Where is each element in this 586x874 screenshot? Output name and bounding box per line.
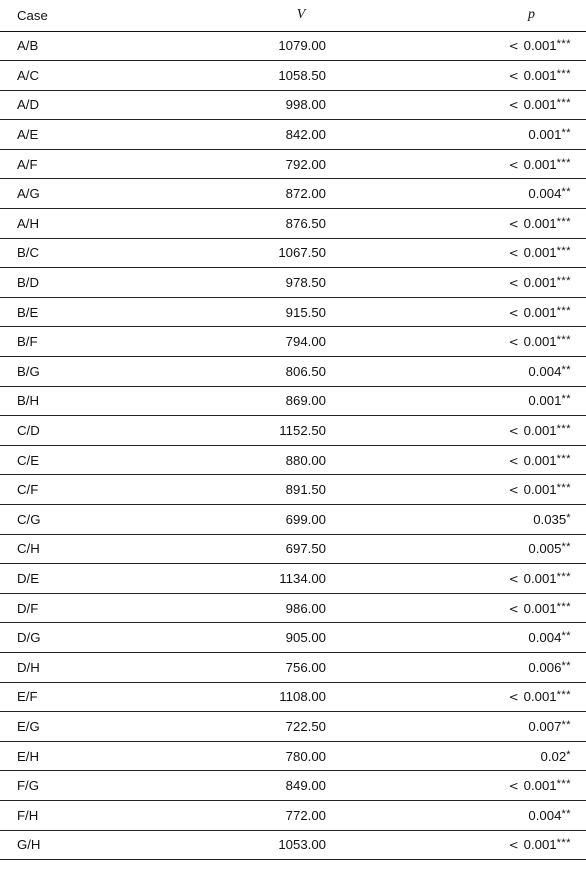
cell-case: E/F xyxy=(0,682,176,712)
p-value: 0.005 xyxy=(528,541,562,557)
table-row xyxy=(0,238,586,268)
less-than-sign: < xyxy=(508,216,519,231)
cell-case: B/H xyxy=(0,386,176,416)
significance-stars: *** xyxy=(556,452,571,465)
significance-stars: *** xyxy=(556,215,571,228)
less-than-sign: < xyxy=(508,601,519,616)
p-value: 0.001 xyxy=(523,304,557,320)
cell-case: C/H xyxy=(0,534,176,564)
cell-case: D/G xyxy=(0,623,176,653)
p-value: 0.001 xyxy=(523,215,557,231)
cell-case: F/G xyxy=(0,771,176,801)
significance-stars: *** xyxy=(556,778,571,791)
cell-case: C/D xyxy=(0,416,176,446)
cell-v: 772.00 xyxy=(176,800,366,830)
cell-v: 1053.00 xyxy=(176,830,366,860)
table-row xyxy=(0,534,586,564)
cell-p xyxy=(366,61,586,91)
significance-stars: ** xyxy=(561,630,571,643)
significance-stars: ** xyxy=(561,127,571,140)
cell-case: E/H xyxy=(0,741,176,771)
cell-case: B/F xyxy=(0,327,176,357)
p-value: 0.001 xyxy=(523,275,557,291)
cell-p xyxy=(366,416,586,446)
cell-v: 891.50 xyxy=(176,475,366,505)
p-value: 0.001 xyxy=(523,156,557,172)
significance-stars: ** xyxy=(561,541,571,554)
cell-v: 849.00 xyxy=(176,771,366,801)
cell-v: 806.50 xyxy=(176,357,366,387)
cell-v: 876.50 xyxy=(176,209,366,239)
p-value: 0.004 xyxy=(528,807,562,823)
cell-case: B/G xyxy=(0,357,176,387)
less-than-sign: < xyxy=(508,690,519,705)
p-value: 0.001 xyxy=(528,393,562,409)
cell-case: D/F xyxy=(0,593,176,623)
p-value: 0.001 xyxy=(523,837,557,853)
p-value: 0.004 xyxy=(528,630,562,646)
cell-v: 998.00 xyxy=(176,90,366,120)
p-value: 0.001 xyxy=(528,127,562,143)
significance-stars: *** xyxy=(556,156,571,169)
cell-p xyxy=(366,297,586,327)
cell-p xyxy=(366,327,586,357)
cell-v: 905.00 xyxy=(176,623,366,653)
significance-stars: ** xyxy=(561,807,571,820)
table-row xyxy=(0,209,586,239)
header-v: V xyxy=(176,0,366,31)
cell-case: A/G xyxy=(0,179,176,209)
table-row xyxy=(0,475,586,505)
significance-stars: *** xyxy=(556,67,571,80)
p-value: 0.001 xyxy=(523,570,557,586)
table-row xyxy=(0,445,586,475)
cell-p xyxy=(366,268,586,298)
cell-case: A/B xyxy=(0,31,176,61)
cell-p xyxy=(366,741,586,771)
table-row xyxy=(0,564,586,594)
significance-stars: * xyxy=(566,511,571,524)
cell-p xyxy=(366,564,586,594)
less-than-sign: < xyxy=(508,424,519,439)
table-row xyxy=(0,268,586,298)
cell-p xyxy=(366,505,586,535)
significance-stars: ** xyxy=(561,718,571,731)
cell-v: 1152.50 xyxy=(176,416,366,446)
cell-case: C/F xyxy=(0,475,176,505)
table-row xyxy=(0,741,586,771)
cell-p xyxy=(366,771,586,801)
cell-p xyxy=(366,179,586,209)
cell-p xyxy=(366,149,586,179)
less-than-sign: < xyxy=(508,335,519,350)
less-than-sign: < xyxy=(508,453,519,468)
cell-v: 872.00 xyxy=(176,179,366,209)
table-row xyxy=(0,386,586,416)
less-than-sign: < xyxy=(508,779,519,794)
cell-v: 880.00 xyxy=(176,445,366,475)
p-value: 0.006 xyxy=(528,659,562,675)
p-value: 0.001 xyxy=(523,778,557,794)
cell-p xyxy=(366,652,586,682)
p-value: 0.004 xyxy=(528,363,562,379)
p-value: 0.02 xyxy=(540,748,567,764)
cell-case: B/E xyxy=(0,297,176,327)
cell-case: A/F xyxy=(0,149,176,179)
cell-case: A/H xyxy=(0,209,176,239)
p-value: 0.001 xyxy=(523,600,557,616)
cell-v: 915.50 xyxy=(176,297,366,327)
p-value: 0.001 xyxy=(523,482,557,498)
p-value: 0.001 xyxy=(523,334,557,350)
less-than-sign: < xyxy=(508,246,519,261)
cell-v: 792.00 xyxy=(176,149,366,179)
less-than-sign: < xyxy=(508,838,519,853)
cell-case: A/C xyxy=(0,61,176,91)
significance-stars: *** xyxy=(556,304,571,317)
p-value: 0.001 xyxy=(523,67,557,83)
significance-stars: *** xyxy=(556,837,571,850)
table-row xyxy=(0,31,586,61)
table-row xyxy=(0,800,586,830)
p-value: 0.035 xyxy=(533,511,567,527)
cell-v: 756.00 xyxy=(176,652,366,682)
p-value: 0.001 xyxy=(523,245,557,261)
less-than-sign: < xyxy=(508,483,519,498)
less-than-sign: < xyxy=(508,276,519,291)
header-row xyxy=(0,0,586,31)
cell-v: 869.00 xyxy=(176,386,366,416)
cell-p xyxy=(366,386,586,416)
cell-v: 1134.00 xyxy=(176,564,366,594)
cell-p xyxy=(366,120,586,150)
header-p: p xyxy=(366,0,586,31)
significance-stars: *** xyxy=(556,423,571,436)
significance-stars: ** xyxy=(561,186,571,199)
significance-stars: *** xyxy=(556,600,571,613)
table-row xyxy=(0,416,586,446)
table-row xyxy=(0,505,586,535)
cell-v: 699.00 xyxy=(176,505,366,535)
cell-v: 780.00 xyxy=(176,741,366,771)
significance-stars: *** xyxy=(556,482,571,495)
cell-p xyxy=(366,534,586,564)
cell-p xyxy=(366,209,586,239)
table-row xyxy=(0,357,586,387)
table-row xyxy=(0,179,586,209)
significance-stars: *** xyxy=(556,570,571,583)
significance-stars: *** xyxy=(556,97,571,110)
less-than-sign: < xyxy=(508,39,519,54)
cell-p xyxy=(366,357,586,387)
cell-case: B/D xyxy=(0,268,176,298)
cell-p xyxy=(366,238,586,268)
p-value: 0.001 xyxy=(523,452,557,468)
cell-case: G/H xyxy=(0,830,176,860)
less-than-sign: < xyxy=(508,305,519,320)
table-row xyxy=(0,297,586,327)
table-row xyxy=(0,327,586,357)
significance-stars: *** xyxy=(556,275,571,288)
table-row xyxy=(0,682,586,712)
cell-p xyxy=(366,800,586,830)
cell-p xyxy=(366,593,586,623)
significance-stars: *** xyxy=(556,689,571,702)
p-value: 0.007 xyxy=(528,718,562,734)
less-than-sign: < xyxy=(508,68,519,83)
cell-case: D/E xyxy=(0,564,176,594)
p-value: 0.004 xyxy=(528,186,562,202)
cell-v: 1058.50 xyxy=(176,61,366,91)
table-row xyxy=(0,652,586,682)
significance-stars: ** xyxy=(561,659,571,672)
cell-p xyxy=(366,445,586,475)
cell-case: D/H xyxy=(0,652,176,682)
table-row xyxy=(0,61,586,91)
p-value: 0.001 xyxy=(523,423,557,439)
table-header xyxy=(0,0,586,31)
cell-v: 1079.00 xyxy=(176,31,366,61)
less-than-sign: < xyxy=(508,98,519,113)
cell-p xyxy=(366,682,586,712)
significance-stars: ** xyxy=(561,393,571,406)
header-case: Case xyxy=(0,0,176,31)
cell-p xyxy=(366,830,586,860)
cell-v: 842.00 xyxy=(176,120,366,150)
cell-case: A/D xyxy=(0,90,176,120)
p-value: 0.001 xyxy=(523,38,557,54)
significance-stars: *** xyxy=(556,38,571,51)
cell-v: 986.00 xyxy=(176,593,366,623)
p-value: 0.001 xyxy=(523,97,557,113)
cell-v: 722.50 xyxy=(176,712,366,742)
table-row xyxy=(0,593,586,623)
cell-p xyxy=(366,712,586,742)
cell-case: F/H xyxy=(0,800,176,830)
table-row xyxy=(0,623,586,653)
significance-stars: * xyxy=(566,748,571,761)
cell-case: E/G xyxy=(0,712,176,742)
cell-p xyxy=(366,475,586,505)
cell-p xyxy=(366,623,586,653)
cell-p xyxy=(366,31,586,61)
cell-case: A/E xyxy=(0,120,176,150)
table-body xyxy=(0,31,586,860)
table-row xyxy=(0,712,586,742)
table-row xyxy=(0,149,586,179)
cell-p xyxy=(366,90,586,120)
cell-v: 697.50 xyxy=(176,534,366,564)
p-value: 0.001 xyxy=(523,689,557,705)
less-than-sign: < xyxy=(508,157,519,172)
table-row xyxy=(0,90,586,120)
significance-stars: *** xyxy=(556,245,571,258)
cell-case: B/C xyxy=(0,238,176,268)
cell-v: 794.00 xyxy=(176,327,366,357)
table-row xyxy=(0,830,586,860)
table-row xyxy=(0,771,586,801)
cell-case: C/G xyxy=(0,505,176,535)
cell-v: 1067.50 xyxy=(176,238,366,268)
less-than-sign: < xyxy=(508,571,519,586)
significance-stars: ** xyxy=(561,363,571,376)
significance-stars: *** xyxy=(556,334,571,347)
cell-case: C/E xyxy=(0,445,176,475)
cell-v: 978.50 xyxy=(176,268,366,298)
cell-v: 1108.00 xyxy=(176,682,366,712)
table-row xyxy=(0,120,586,150)
